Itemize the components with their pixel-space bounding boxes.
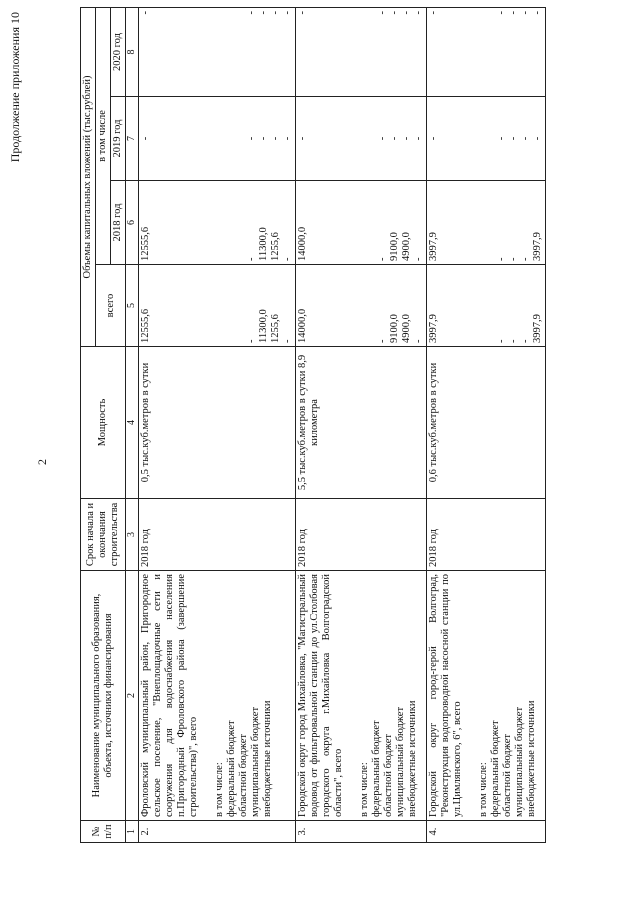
y2019-federal: - [495, 136, 507, 141]
header-2019: 2019 год [111, 97, 126, 181]
investment-table [80, 7, 546, 843]
capacity-cell: 0,5 тыс.куб.метров в сутки [138, 347, 295, 499]
sources-list [359, 574, 419, 817]
total-municipal: - [519, 339, 531, 343]
y2019-value: - [427, 136, 439, 141]
header-including: в том числе [96, 7, 111, 264]
object-name: Фроловский муниципальный район, Пригородное сельское поселение, "Внеплощадочные сети и сооружения для водоснабжения населения п.Пригородный Фроловского района (завершение строительства)", всего [139, 574, 199, 817]
header-total: всего [96, 265, 126, 347]
source-federal: федеральный бюджет [226, 720, 237, 817]
colnum-7: 7 [126, 97, 139, 181]
header-name: Наименование муниципального образования, объекта, источники финансирования [81, 571, 126, 821]
total-sources [234, 268, 294, 343]
source-municipal: муниципальный бюджет [250, 706, 261, 817]
total-municipal: 1255,6 [269, 314, 281, 343]
total-extrabudget: - [412, 339, 424, 343]
source-federal: федеральный бюджет [371, 720, 382, 817]
y2019-extrabudget: - [412, 136, 424, 141]
y2019-value: - [296, 136, 308, 141]
y2019-cell [295, 97, 426, 181]
source-regional: областной бюджет [238, 734, 249, 817]
colnum-2: 2 [126, 571, 139, 821]
y2020-value: - [139, 10, 151, 15]
term-cell: 2018 год [138, 499, 295, 571]
source-extrabudget: внебюджетные источники [407, 700, 418, 817]
y2019-regional: - [257, 136, 269, 141]
colnum-8: 8 [126, 7, 139, 96]
capacity-cell: 5,5 тыс.куб.метров в сутки 8,9 километра [295, 347, 426, 499]
y2020-extrabudget: - [531, 10, 543, 15]
y2020-value: - [427, 10, 439, 15]
y2018-municipal: 1255,6 [269, 232, 281, 261]
source-extrabudget: внебюджетные источники [526, 700, 537, 817]
y2018-value: 14000,0 [296, 226, 308, 261]
colnum-6: 6 [126, 181, 139, 265]
total-sources [365, 268, 425, 343]
including-label: в том числе: [214, 762, 225, 817]
y2018-municipal: 4900,0 [400, 232, 412, 261]
y2018-regional: 9100,0 [388, 232, 400, 261]
y2020-extrabudget: - [281, 10, 293, 15]
y2018-municipal: - [519, 257, 531, 261]
y2019-federal: - [376, 136, 388, 141]
total-cell [138, 265, 295, 347]
y2019-regional: - [507, 136, 519, 141]
colnum-4: 4 [126, 347, 139, 499]
table-row [295, 7, 426, 842]
y2018-federal: - [376, 257, 388, 261]
page-number: 2 [35, 459, 49, 465]
total-value: 12555,6 [139, 308, 151, 343]
row-name-cell [138, 571, 295, 821]
y2019-federal: - [245, 136, 257, 141]
row-num: 2. [138, 821, 295, 843]
y2020-cell [295, 7, 426, 96]
total-value: 3997,9 [427, 314, 439, 343]
total-regional: 9100,0 [388, 314, 400, 343]
y2018-extrabudget: 3997,9 [531, 232, 543, 261]
header-capacity: Мощность [81, 347, 126, 499]
total-cell [295, 265, 426, 347]
source-extrabudget: внебюджетные источники [262, 700, 273, 817]
total-federal: - [376, 339, 388, 343]
colnum-3: 3 [126, 499, 139, 571]
y2020-municipal: - [519, 10, 531, 15]
sources-list [214, 574, 274, 817]
header-investments: Объемы капитальных вложений (тыс.рублей) [81, 7, 96, 346]
source-municipal: муниципальный бюджет [514, 706, 525, 817]
y2019-extrabudget: - [281, 136, 293, 141]
y2019-cell [426, 97, 545, 181]
source-municipal: муниципальный бюджет [395, 706, 406, 817]
y2020-federal: - [376, 10, 388, 15]
y2018-value: 12555,6 [139, 226, 151, 261]
term-cell: 2018 год [295, 499, 426, 571]
object-name: Городской округ город-герой Волгоград, "Реконструкция водопроводной насосной станции по ул.Цимлянского, 6", всего [427, 574, 463, 817]
sources-list [478, 574, 538, 817]
y2018-cell [295, 181, 426, 265]
header-2020: 2020 год [111, 7, 126, 96]
y2019-regional: - [388, 136, 400, 141]
colnum-5: 5 [126, 265, 139, 347]
total-extrabudget: - [281, 339, 293, 343]
continuation-label: Продолжение приложения 10 [8, 12, 22, 163]
y2020-federal: - [245, 10, 257, 15]
total-regional: 11300,0 [257, 309, 269, 343]
y2019-value: - [139, 136, 151, 141]
total-municipal: 4900,0 [400, 314, 412, 343]
y2020-regional: - [507, 10, 519, 15]
table-row [138, 7, 295, 842]
y2019-cell [138, 97, 295, 181]
y2018-cell [426, 181, 545, 265]
y2020-municipal: - [269, 10, 281, 15]
total-cell [426, 265, 545, 347]
y2018-extrabudget: - [412, 257, 424, 261]
header-2018: 2018 год [111, 181, 126, 265]
table-row [426, 7, 545, 842]
colnum-1: 1 [126, 821, 139, 843]
y2018-federal: - [495, 257, 507, 261]
y2020-regional: - [257, 10, 269, 15]
row-name-cell [426, 571, 545, 821]
object-name: Городской округ город Михайловка, "Магистральный водовод от фильтровальной станции до ул.Столбовая городского округа г.Михайловка Волгоградской области", всего [296, 574, 344, 817]
y2018-extrabudget: - [281, 257, 293, 261]
row-num: 4. [426, 821, 545, 843]
source-regional: областной бюджет [502, 734, 513, 817]
y2018-regional: 11300,0 [257, 227, 269, 261]
total-extrabudget: 3997,9 [531, 314, 543, 343]
y2020-extrabudget: - [412, 10, 424, 15]
y2018-value: 3997,9 [427, 232, 439, 261]
y2020-cell [138, 7, 295, 96]
source-regional: областной бюджет [383, 734, 394, 817]
total-sources [484, 268, 544, 343]
capacity-cell: 0,6 тыс.куб.метров в сутки [426, 347, 545, 499]
total-federal: - [245, 339, 257, 343]
y2020-cell [426, 7, 545, 96]
y2019-extrabudget: - [531, 136, 543, 141]
header-num: № п/п [81, 821, 126, 843]
y2020-regional: - [388, 10, 400, 15]
source-federal: федеральный бюджет [490, 720, 501, 817]
header-term: Срок начала и окончания строительства [81, 499, 126, 571]
y2019-municipal: - [519, 136, 531, 141]
row-name-cell [295, 571, 426, 821]
y2020-municipal: - [400, 10, 412, 15]
y2019-municipal: - [269, 136, 281, 141]
total-value: 14000,0 [296, 308, 308, 343]
y2019-municipal: - [400, 136, 412, 141]
y2020-value: - [296, 10, 308, 15]
y2018-federal: - [245, 257, 257, 261]
y2018-regional: - [507, 257, 519, 261]
y2020-federal: - [495, 10, 507, 15]
row-num: 3. [295, 821, 426, 843]
term-cell: 2018 год [426, 499, 545, 571]
total-federal: - [495, 339, 507, 343]
y2018-cell [138, 181, 295, 265]
including-label: в том числе: [478, 762, 489, 817]
including-label: в том числе: [359, 762, 370, 817]
total-regional: - [507, 339, 519, 343]
